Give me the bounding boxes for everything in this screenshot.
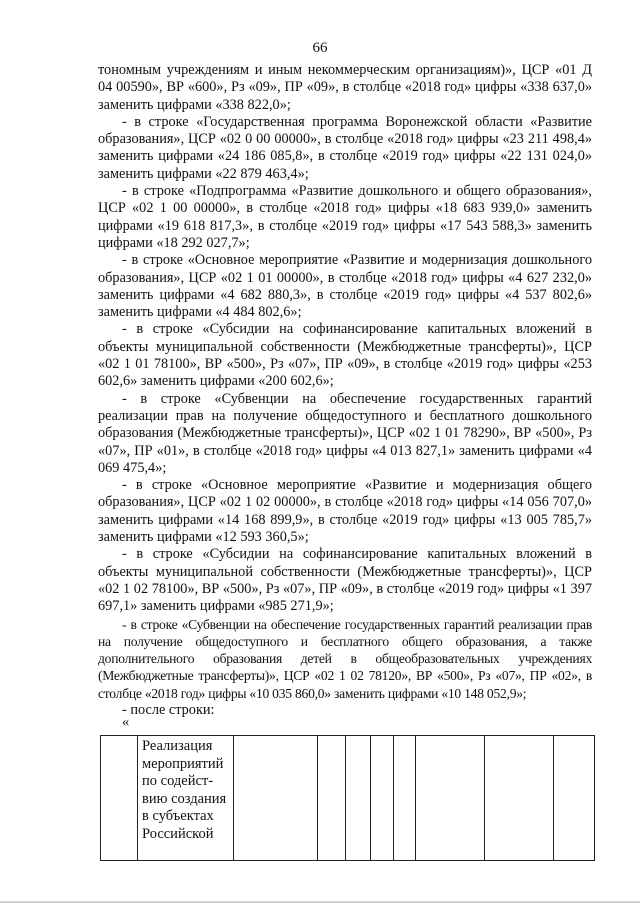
page-number: 66 xyxy=(312,40,328,56)
paragraph-4: - в строке «Основное мероприятие «Развитие и модернизация дошкольного образования», ЦСР «02 1 01 00000», в столбце «2018 год» цифры «4 627 232,0» заменить цифрами «4 682 880,3», в столбце «2019 год» цифры «4 537 802,6» заменить цифрами «4 484 802,6»; xyxy=(98,252,592,321)
table-cell-rz xyxy=(346,736,371,861)
table-cell-name xyxy=(138,736,234,861)
table-cell-vr xyxy=(318,736,346,861)
row-name-text xyxy=(138,736,233,845)
table-cell-2020 xyxy=(554,736,595,861)
paragraph-6: - в строке «Субвенции на обеспечение государственных гарантий реализации прав на получение общедоступного и бесплатного дошкольного образования (Межбюджетные трансферты)», ЦСР «02 1 01 78290», ВР «500», Рз «07», ПР «01», в столбце «2018 год» цифры «4 013 827,1» заменить цифрами «4 069 475,4»; xyxy=(98,390,592,476)
row-name-line: вию создания xyxy=(142,790,227,807)
table-cell-csr xyxy=(234,736,318,861)
table-cell-pr xyxy=(371,736,394,861)
opening-quote: « xyxy=(122,714,130,730)
table-cell-number xyxy=(101,736,138,861)
row-name-line: Реализация xyxy=(142,738,213,754)
paragraph-1: тономным учреждениям и иным некоммерческим организациям)», ЦСР «01 Д 04 00590», ВР «600», Рз «09», ПР «09», в столбце «2018 год» цифры «338 637,0» заменить цифрами «338 822,0»; xyxy=(98,62,592,113)
paragraph-7: - в строке «Основное мероприятие «Развитие и модернизация общего образования», ЦСР «02 1 02 00000», в столбце «2018 год» цифры «14 056 707,0» заменить цифрами «14 168 899,9», в столбце «2019 год» цифры «13 005 785,7» заменить цифрами «12 593 360,5»; xyxy=(98,477,592,546)
paragraph-9: - в строке «Субвенции на обеспечение государственных гарантий реализации прав на получение общедоступного и бесплатного общего образования, а также дополнительного образования детей в общеобразовательных учреждениях (Межбюджетные трансферты)», ЦСР «02 1 02 78120», ВР «500», Рз «07», ПР «02», в столбце «2018 год» цифры «10 035 860,0» заменить цифрами «10 148 052,9»; xyxy=(98,616,592,701)
row-name-line: Российской xyxy=(142,825,214,842)
document-body xyxy=(98,62,592,719)
paragraph-8: - в строке «Субсидии на софинансирование капитальных вложений в объекты муниципальной собственности (Межбюджетные трансферты)», ЦСР «02 1 02 78100», ВР «500», Рз «07», ПР «09», в столбце «2019 год» цифры «1 397 697,1» заменить цифрами «985 271,9»; xyxy=(98,546,592,615)
budget-table xyxy=(100,735,595,861)
paragraph-10: - после строки: xyxy=(122,701,215,718)
table-row xyxy=(101,736,595,861)
row-name-line: мероприятий xyxy=(142,755,224,772)
table-cell-extra xyxy=(394,736,416,861)
row-name-line: в субъектах xyxy=(142,808,214,824)
paragraph-2: - в строке «Государственная программа Воронежской области «Развитие образования», ЦСР «02 0 00 00000», в столбце «2018 год» цифры «23 211 498,4» заменить цифрами «24 186 085,8», в столбце «2019 год» цифры «22 131 024,0» заменить цифрами «22 879 463,4»; xyxy=(98,113,592,182)
table-cell-2018 xyxy=(416,736,485,861)
paragraph-5: - в строке «Субсидии на софинансирование капитальных вложений в объекты муниципальной собственности (Межбюджетные трансферты)», ЦСР «02 1 01 78100», ВР «500», Рз «07», ПР «09», в столбце «2019 год» цифры «253 602,6» заменить цифрами «200 602,6»; xyxy=(98,321,592,390)
row-name-line: по содейст- xyxy=(142,773,214,789)
paragraph-3: - в строке «Подпрограмма «Развитие дошкольного и общего образования», ЦСР «02 1 00 00000», в столбце «2018 год» цифры «18 683 939,0» заменить цифрами «19 618 817,3», в столбце «2019 год» цифры «17 543 588,3» заменить цифрами «18 292 027,7»; xyxy=(98,183,592,251)
table-cell-2019 xyxy=(485,736,554,861)
